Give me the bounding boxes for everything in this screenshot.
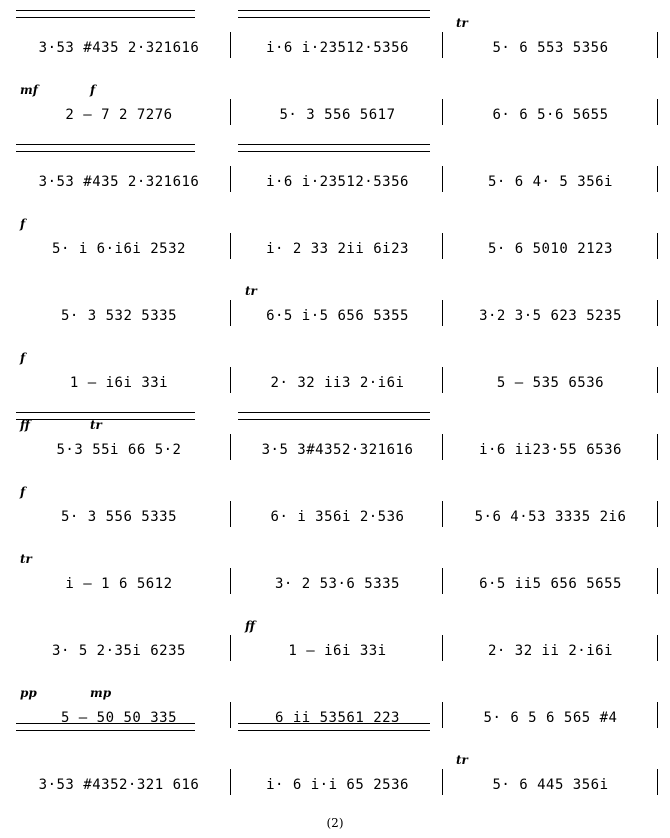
beam-rule <box>238 723 430 731</box>
notation-text: 3·5 3#4352·321616 <box>261 442 414 458</box>
dynamic-marking: ff <box>20 418 30 432</box>
dynamic-marking: tr <box>456 16 468 30</box>
notation-text: 1 – i6i 33i <box>288 643 387 659</box>
barline <box>657 434 658 460</box>
measure <box>10 471 228 537</box>
barline <box>442 568 443 594</box>
beam-rule <box>238 10 430 18</box>
notation-text: 5· 6 445 356i <box>492 777 609 793</box>
dynamic-marking: f <box>20 217 26 231</box>
dynamic-marking: ff <box>245 619 255 633</box>
barline <box>230 568 231 594</box>
music-system <box>0 538 670 604</box>
notation-text: 5· 3 556 5617 <box>279 107 396 123</box>
notation-text: 5· 3 556 5335 <box>60 509 178 525</box>
barline <box>442 434 443 460</box>
barline <box>230 99 231 125</box>
dynamic-marking: pp <box>20 686 37 700</box>
barline <box>657 635 658 661</box>
dynamic-marking: mf <box>20 83 38 97</box>
barline <box>442 367 443 393</box>
measure <box>446 270 655 336</box>
barline <box>230 635 231 661</box>
notation-text: i·6 ii23·55 6536 <box>479 442 622 458</box>
music-system <box>0 605 670 671</box>
notation-text: 5· 6 5 6 565 #4 <box>483 710 618 726</box>
notation-text: 6· 6 5·6 5655 <box>492 107 609 123</box>
measure <box>446 203 655 269</box>
beam-rule <box>238 412 430 420</box>
measure <box>10 203 228 269</box>
measure <box>235 605 440 671</box>
measure <box>10 337 228 403</box>
measure <box>10 270 228 336</box>
barline <box>657 300 658 326</box>
music-system <box>0 203 670 269</box>
barline <box>657 501 658 527</box>
notation-text: 1 – i6i 33i <box>69 375 169 391</box>
measure <box>10 538 228 604</box>
notation-text: 5· 6 5010 2123 <box>487 241 613 257</box>
measure <box>446 69 655 135</box>
measure <box>10 69 228 135</box>
measure <box>446 337 655 403</box>
notation-text: 5· 6 4· 5 356i <box>487 174 613 190</box>
measure <box>446 136 655 202</box>
barline <box>230 434 231 460</box>
barline <box>657 769 658 795</box>
barline <box>442 166 443 192</box>
barline <box>230 32 231 58</box>
measure <box>446 605 655 671</box>
barline <box>657 32 658 58</box>
notation-text: 5 – 535 6536 <box>496 375 605 391</box>
music-system <box>0 69 670 135</box>
barline <box>442 99 443 125</box>
notation-text: 3·53 #4352·321 616 <box>38 777 200 793</box>
music-system <box>0 404 670 470</box>
barline <box>657 166 658 192</box>
dynamic-marking: tr <box>90 418 102 432</box>
music-system <box>0 337 670 403</box>
measure <box>446 2 655 68</box>
measure <box>446 672 655 738</box>
dynamic-marking: f <box>20 351 26 365</box>
dynamic-marking: tr <box>456 753 468 767</box>
barline <box>442 702 443 728</box>
dynamic-marking: f <box>20 485 26 499</box>
notation-text: 3· 5 2·35i 6235 <box>52 643 186 659</box>
measure <box>235 538 440 604</box>
dynamic-marking: tr <box>20 552 32 566</box>
notation-text: 5·3 55i 66 5·2 <box>56 442 182 458</box>
measure <box>446 404 655 470</box>
barline <box>657 367 658 393</box>
measure <box>10 605 228 671</box>
beam-rule <box>16 10 195 18</box>
music-system <box>0 2 670 68</box>
measure <box>446 538 655 604</box>
notation-text: 6·5 ii5 656 5655 <box>479 576 622 592</box>
dynamic-marking: tr <box>245 284 257 298</box>
barline <box>657 568 658 594</box>
notation-text: 6 ii 53561 223 <box>274 710 400 726</box>
barline <box>230 769 231 795</box>
barline <box>442 233 443 259</box>
notation-text: 2· 32 ii 2·i6i <box>487 643 613 659</box>
barline <box>442 300 443 326</box>
barline <box>657 233 658 259</box>
barline <box>230 300 231 326</box>
measure <box>235 471 440 537</box>
notation-text: 5·6 4·53 3335 2i6 <box>474 509 627 525</box>
music-system <box>0 270 670 336</box>
dynamic-marking: f <box>90 83 96 97</box>
notation-text: 6·5 i·5 656 5355 <box>266 308 409 324</box>
barline <box>657 702 658 728</box>
notation-text: 3·53 #435 2·321616 <box>38 174 200 190</box>
notation-text: i·6 i·23512·5356 <box>266 174 409 190</box>
barline <box>230 166 231 192</box>
beam-rule <box>16 723 195 731</box>
notation-text: 5· i 6·i6i 2532 <box>52 241 186 257</box>
barline <box>442 501 443 527</box>
notation-text: 3·2 3·5 623 5235 <box>479 308 622 324</box>
barline <box>657 99 658 125</box>
beam-rule <box>238 144 430 152</box>
notation-text: i· 6 i·i 65 2536 <box>266 777 409 793</box>
barline <box>442 769 443 795</box>
notation-text: 2· 32 ii3 2·i6i <box>270 375 405 391</box>
notation-text: i·6 i·23512·5356 <box>266 40 409 56</box>
notation-text: 3· 2 53·6 5335 <box>274 576 400 592</box>
notation-text: 6· i 356i 2·536 <box>270 509 405 525</box>
barline <box>230 702 231 728</box>
measure <box>235 739 440 805</box>
measure <box>235 69 440 135</box>
beam-rule <box>16 144 195 152</box>
measure <box>10 739 228 805</box>
music-system <box>0 136 670 202</box>
barline <box>230 501 231 527</box>
notation-text: 3·53 #435 2·321616 <box>38 40 200 56</box>
page-number: (2) <box>326 816 344 830</box>
barline <box>442 635 443 661</box>
notation-text: 5· 6 553 5356 <box>492 40 609 56</box>
notation-text: 5 – 50 50 335 <box>60 710 178 726</box>
measure <box>235 337 440 403</box>
notation-text: i – 1 6 5612 <box>65 576 173 592</box>
beam-rule <box>16 412 195 420</box>
notation-text: 2 – 7 2 7276 <box>65 107 173 123</box>
notation-text: i· 2 33 2ii 6i23 <box>266 241 409 257</box>
barline <box>230 367 231 393</box>
dynamic-marking: mp <box>90 686 112 700</box>
measure <box>235 203 440 269</box>
measure <box>235 270 440 336</box>
notation-text: 5· 3 532 5335 <box>60 308 178 324</box>
measure <box>446 471 655 537</box>
music-system <box>0 739 670 805</box>
barline <box>230 233 231 259</box>
measure <box>446 739 655 805</box>
barline <box>442 32 443 58</box>
music-system <box>0 471 670 537</box>
